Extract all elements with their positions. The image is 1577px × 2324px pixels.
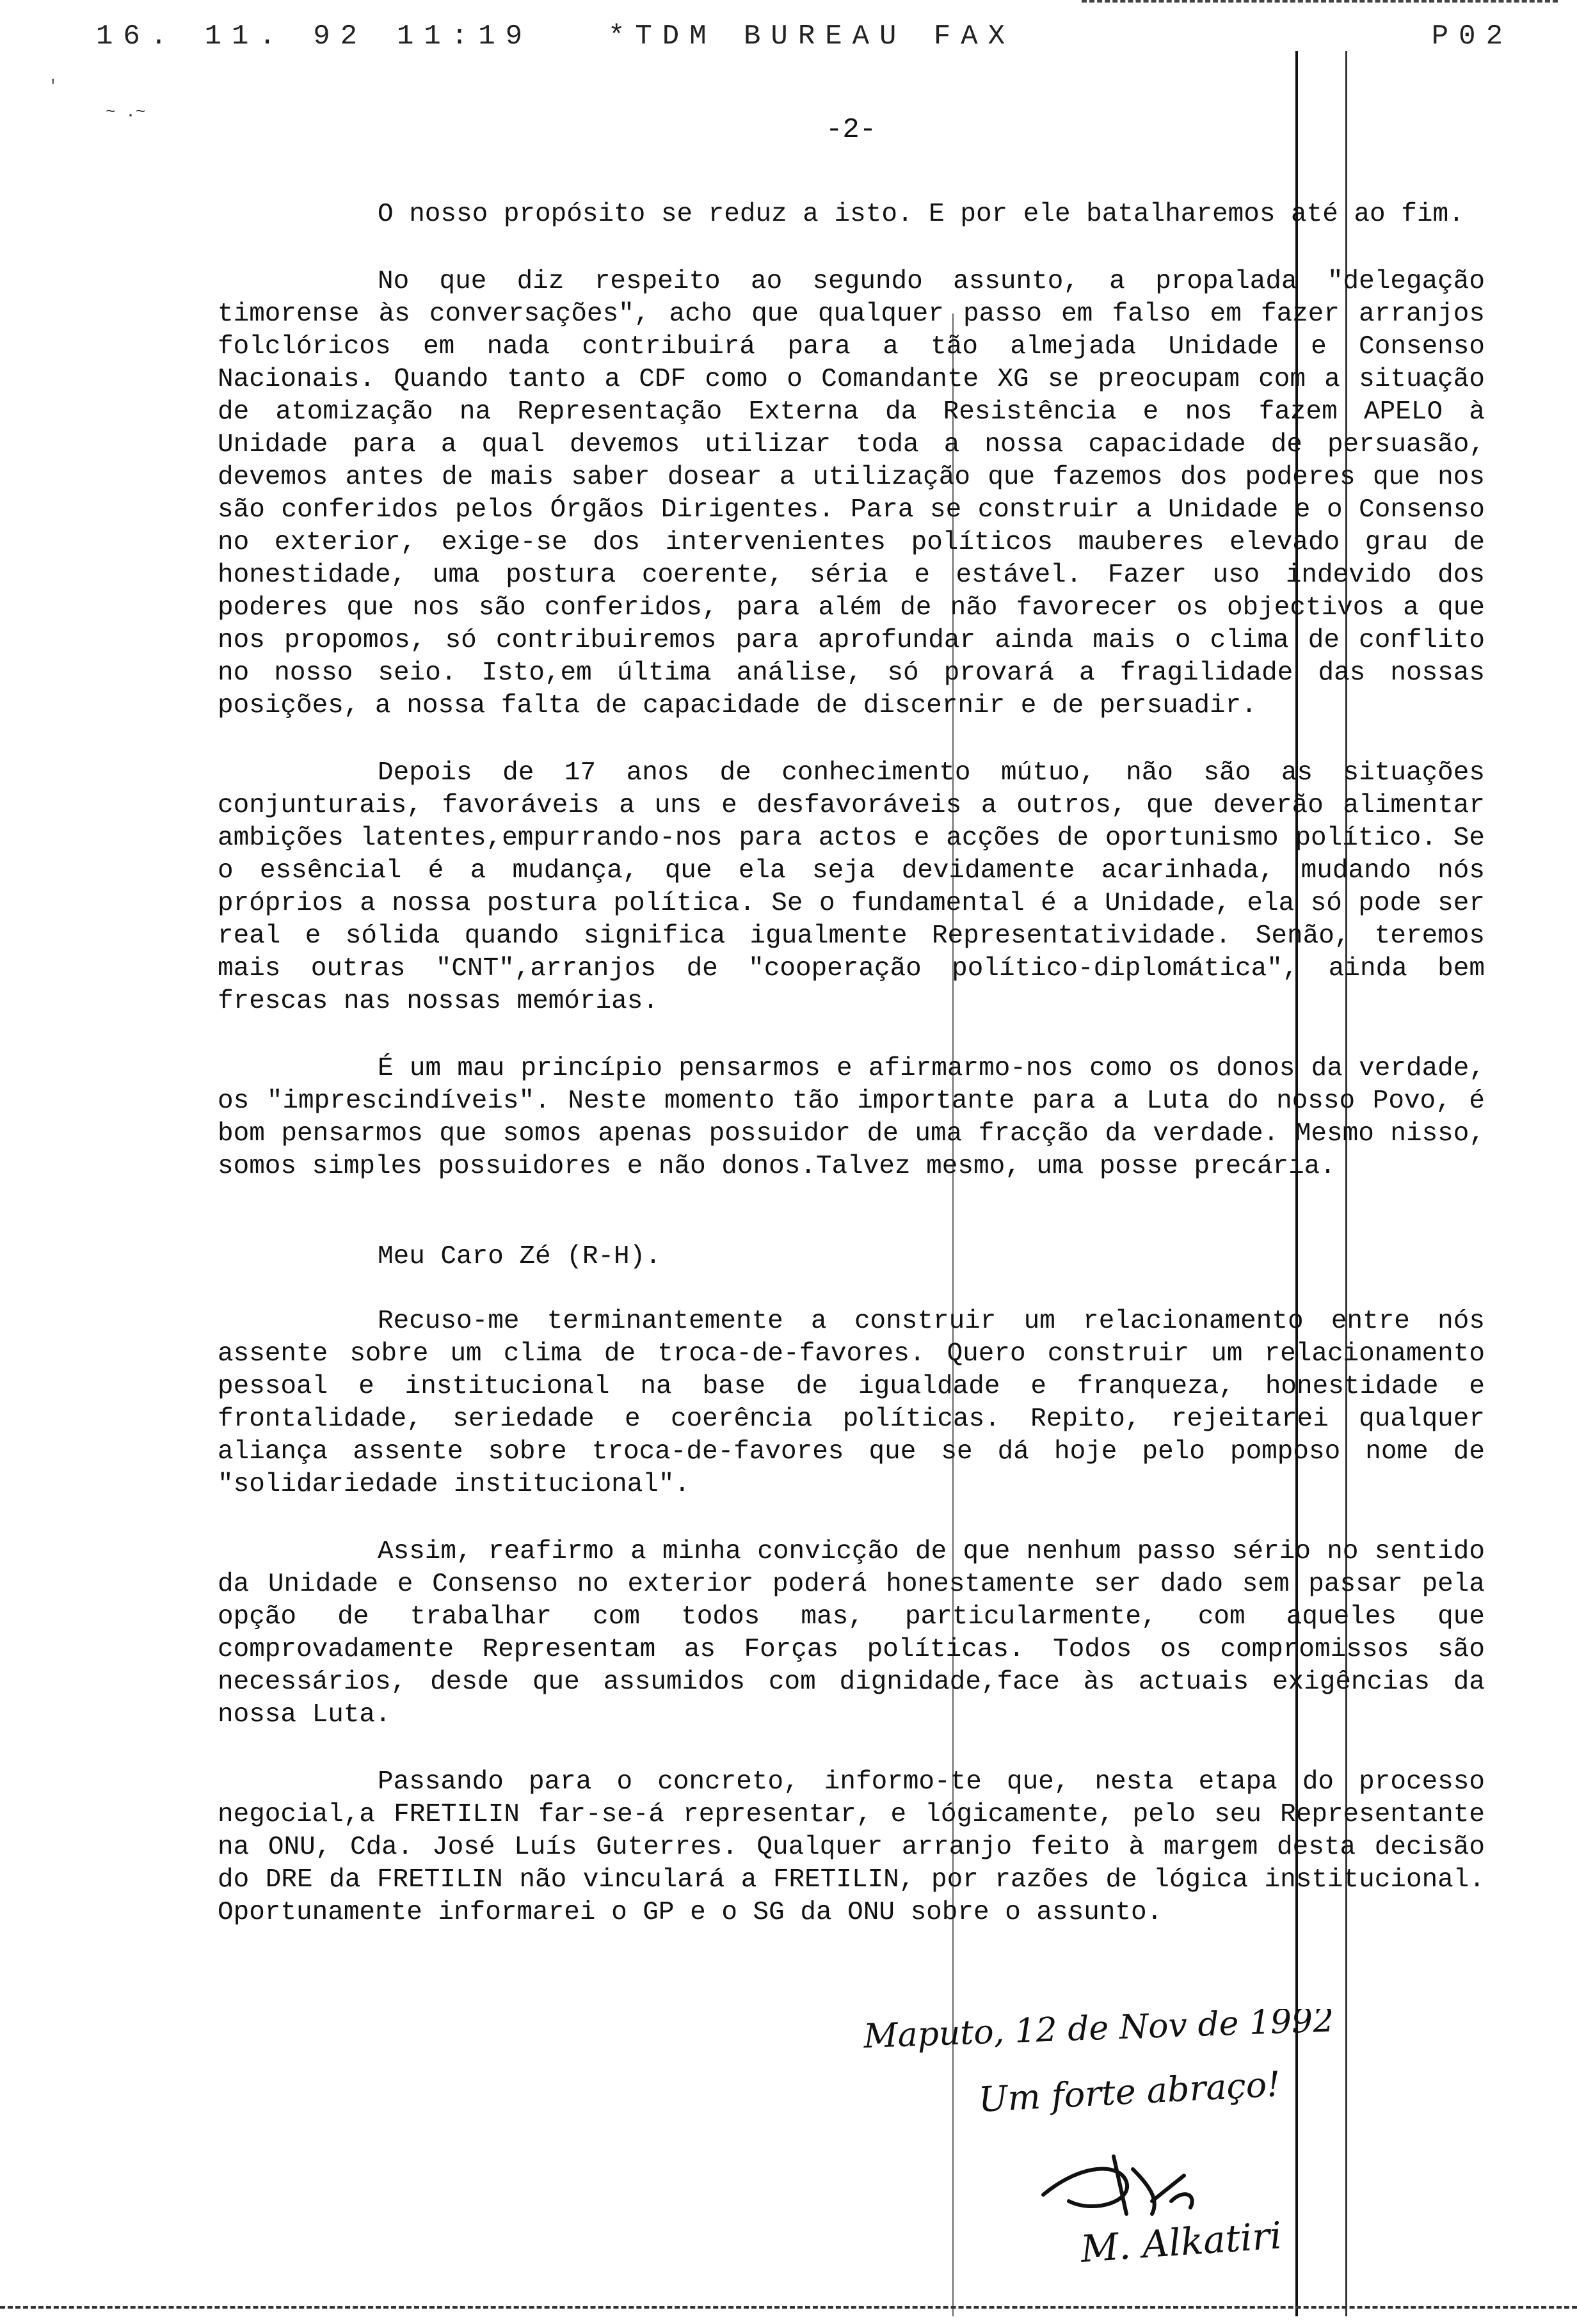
fax-header — [96, 20, 1513, 65]
paragraph-1: O nosso propósito se reduz a isto. E por ele batalharemos até ao fim. — [378, 200, 1464, 229]
handwritten-closing — [851, 2009, 1491, 2278]
handwriting-svg — [851, 2009, 1491, 2278]
fax-date: 16. 11. 92 — [96, 20, 368, 52]
handwritten-place-date: Maputo, 12 de Nov de 1992 — [863, 2009, 1335, 2056]
top-edge-dashes — [1082, 0, 1558, 10]
paragraph-2: No que diz respeito ao segundo assunto, a propalada "delegação timorense às conversações", acho que qualquer passo em falso em fazer arranjos folclóricos em nada contribuirá para a tão almejada Unidade e Consenso Nacionais. Quando tanto a CDF como o Comandante XG se preocupam com a situação de atomização na Representação Externa da Resistência e nos fazem APELO à Unidade para a qual devemos utilizar toda a nossa capacidade de persuasão, devemos antes de mais saber dosear a utilização que fazemos dos poderes que nos são conferidos pelos Órgãos Dirigentes. Para se construir a Unidade e o Consenso no exterior, exige-se dos intervenientes políticos mauberes elevado grau de honestidade, uma postura coerente, séria e estável. Fazer uso indevido dos poderes que nos são conferidos, para além de não favorecer os objectivos a que nos propomos, só contribuiremos para aprofundar ainda mais o clima de conflito no nosso seio. Isto,em última análise, só provará a fragilidade das nossas posições, a nossa falta de capacidade de discernir e de persuadir. — [218, 267, 1485, 720]
paragraph-4: É um mau princípio pensarmos e afirmarmo-nos como os donos da verdade, os "imprescindíveis". Neste momento tão importante para a Luta do nosso Povo, é bom pensarmos que somos apenas possuidor de uma fracção da verdade. Mesmo nisso, somos simples possuidores e não donos.Talvez mesmo, uma posse precária. — [218, 1054, 1485, 1181]
salutation: Meu Caro Zé (R-H). — [378, 1242, 661, 1271]
bottom-edge-dashes — [0, 2306, 1577, 2309]
signature-scribble — [1043, 2156, 1192, 2214]
handwritten-farewell: Um forte abraço! — [977, 2064, 1282, 2120]
fax-time: 11:19 — [397, 20, 533, 52]
fax-page-number: P02 — [1431, 20, 1513, 52]
letter-body — [218, 198, 1485, 1964]
paragraph-6: Assim, reafirmo a minha convicção de que nenhum passo sério no sentido da Unidade e Consenso no exterior poderá honestamente ser dado sem passar pela opção de trabalhar com todos mas, particularmente, com aqueles que comprovadamente Representam as Forças políticas. Todos os compromissos são necessários, desde que assumidos com dignidade,face às actuais exigências da nossa Luta. — [218, 1537, 1485, 1730]
paragraph-7: Passando para o concreto, informo-te que, nesta etapa do processo negocial,a FRETILIN far-se-á representar, e lógicamente, pelo seu Representante na ONU, Cda. José Luís Guterres. Qualquer arranjo feito à margem desta decisão do DRE da FRETILIN não vinculará a FRETILIN, por razões de lógica institucional. Oportunamente informarei o GP e o SG da ONU sobre o assunto. — [218, 1767, 1485, 1927]
margin-speck: ' — [48, 77, 58, 96]
paragraph-3: Depois de 17 anos de conhecimento mútuo, não são as situações conjunturais, favoráveis a uns e desfavoráveis a outros, que deverão alimentar ambições latentes,empurrando-nos para actos e acções de oportunismo político. Se o essêncial é a mudança, que ela seja devidamente acarinhada, mudando nós próprios a nossa postura política. Se o fundamental é a Unidade, ela só pode ser real e sólida quando significa igualmente Representatividade. Senão, teremos mais outras "CNT",arranjos de "cooperação político-diplomática", ainda bem frescas nas nossas memórias. — [218, 758, 1485, 1016]
fax-sender: *TDM BUREAU FAX — [608, 20, 1016, 52]
corner-scribble: ~ .~ — [106, 102, 146, 122]
page-number: -2- — [826, 114, 877, 146]
handwritten-signature-name: M. Alkatiri — [1079, 2213, 1283, 2271]
paragraph-5: Recuso-me terminantemente a construir um relacionamento entre nós assente sobre um clima de troca-de-favores. Quero construir um relacionamento pessoal e institucional na base de igualdade e franqueza, honestidade e frontalidade, seriedade e coerência políticas. Repito, rejeitarei qualquer aliança assente sobre troca-de-favores que se dá hoje pelo pomposo nome de "solidariedade institucional". — [218, 1307, 1485, 1499]
